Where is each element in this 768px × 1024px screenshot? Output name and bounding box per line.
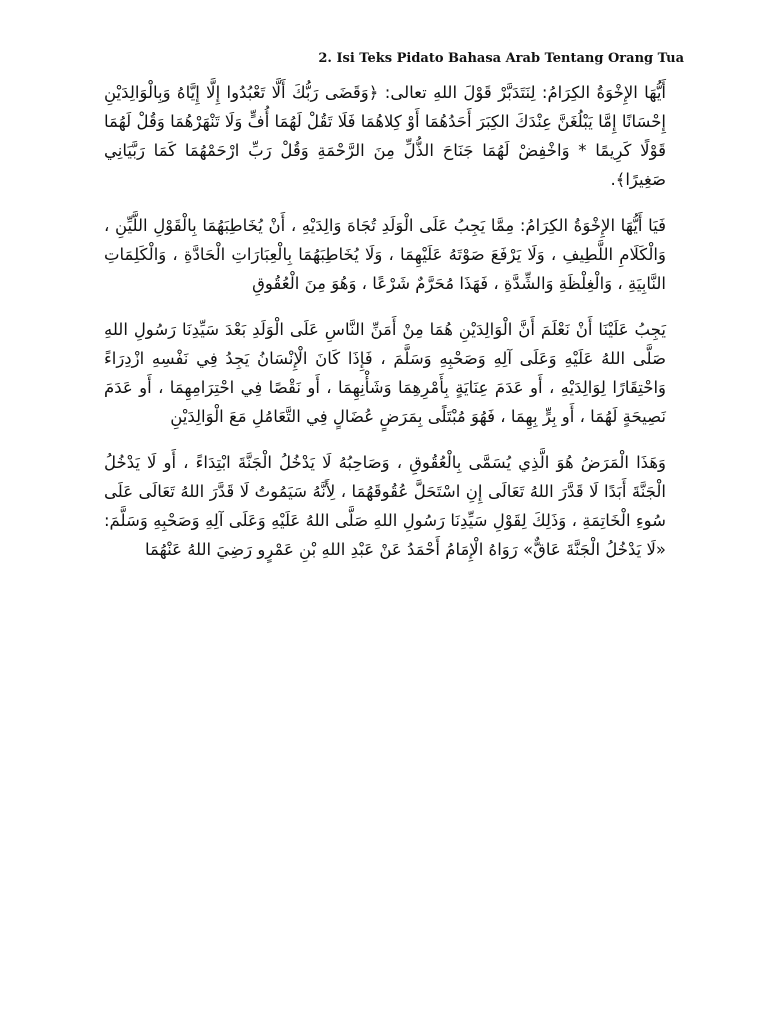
speech-text [104, 78, 666, 581]
paragraph-3: يَجِبُ عَلَيْنَا أَنْ نَعْلَمَ أَنَّ الْوَالِدَيْنِ هُمَا مِنْ أَمَنِّ النَّاسِ عَلَى الْوَلَدِ بَعْدَ سَيِّدِنَا رَسُولِ اللهِ صَلَّى اللهُ عَلَيْهِ وَعَلَى آلِهِ وَصَحْبِهِ وَسَلَّمَ ، فَإِذَا كَانَ الْإِنْسَانُ يَجِدُ فِي نَفْسِهِ ازْدِرَاءً وَاحْتِقَارًا لِوَالِدَيْهِ ، أَو عَدَمَ عِنَايَةٍ بِأَمْرِهِمَا وَشَأْنِهِمَا ، أَو نَقْصًا فِي احْتِرَامِهِمَا ، أَو عَدَمَ نَصِيحَةٍ لَهُمَا ، أَو بِرٍّ بِهِمَا ، فَهُوَ مُبْتَلًى بِمَرَضٍ عُضَالٍ فِي التَّعَامُلِ مَعَ الْوَالِدَيْنِ [104, 320, 666, 426]
section-heading: 2. Isi Teks Pidato Bahasa Arab Tentang Orang Tua [318, 51, 684, 66]
paragraph-1: أَيُّهَا الإِخْوَةُ الكِرَامُ: لِنَتَدَبَّرْ قَوْلَ اللهِ تعالى: ﴿وَقَضَى رَبُّكَ أَلَّا تَعْبُدُوا إِلَّا إِيَّاهُ وَبِالْوَالِدَيْنِ إِحْسَانًا إِمَّا يَبْلُغَنَّ عِنْدَكَ الكِبَرَ أَحَدُهُمَا أَوْ كِلاهُمَا فَلَا تَقُلْ لَهُمَا أُفٍّ وَلَا تَنْهَرْهُمَا وَقُلْ لَهُمَا قَوْلًا كَرِيمًا * وَاخْفِضْ لَهُمَا جَنَاحَ الذُّلِّ مِنَ الرَّحْمَةِ وَقُلْ رَبِّ ارْحَمْهُمَا كَمَا رَبَّيَانِي صَغِيرًا﴾. [104, 83, 666, 189]
paragraph-2: فَيَا أَيُّهَا الإِخْوَةُ الكِرَامُ: مِمَّا يَجِبُ عَلَى الْوَلَدِ تُجَاهَ وَالِدَيْهِ ، أَنْ يُخَاطِبَهُمَا بِالْقَوْلِ اللَّيِّنِ ، وَالْكَلَامِ اللَّطِيفِ ، وَلَا يَرْفَعَ صَوْتَهُ عَلَيْهِمَا ، وَلَا يُخَاطِبَهُمَا بِالْعِبَارَاتِ الْحَادَّةِ ، وَالْكَلِمَاتِ النَّابِيَةِ ، وَالْغِلْظَةِ وَالشِّدَّةِ ، فَهَذَا مُحَرَّمٌ شَرْعًا ، وَهُوَ مِنَ الْعُقُوقِ [104, 216, 666, 293]
paragraph-4: وَهَذَا الْمَرَضُ هُوَ الَّذِي يُسَمَّى بِالْعُقُوقِ ، وَصَاحِبُهُ لَا يَدْخُلُ الْجَنَّةَ ابْتِدَاءً ، أَو لَا يَدْخُلُ الْجَنَّةَ أَبَدًا لَا قَدَّرَ اللهُ تَعَالَى إِنِ اسْتَحَلَّ عُقُوقَهُمَا ، لِأَنَّهُ سَيَمُوتُ لَا قَدَّرَ اللهُ تَعَالَى عَلَى سُوءِ الْخَاتِمَةِ ، وَذَلِكَ لِقَوْلِ سَيِّدِنَا رَسُولِ اللهِ صَلَّى اللهُ عَلَيْهِ وَعَلَى آلِهِ وَصَحْبِهِ وَسَلَّمَ: «لَا يَدْخُلُ الْجَنَّةَ عَاقٌّ» رَوَاهُ الْإِمَامُ أَحْمَدُ عَنْ عَبْدِ اللهِ بْنِ عَمْرٍو رَضِيَ اللهُ عَنْهُمَا [104, 453, 666, 559]
